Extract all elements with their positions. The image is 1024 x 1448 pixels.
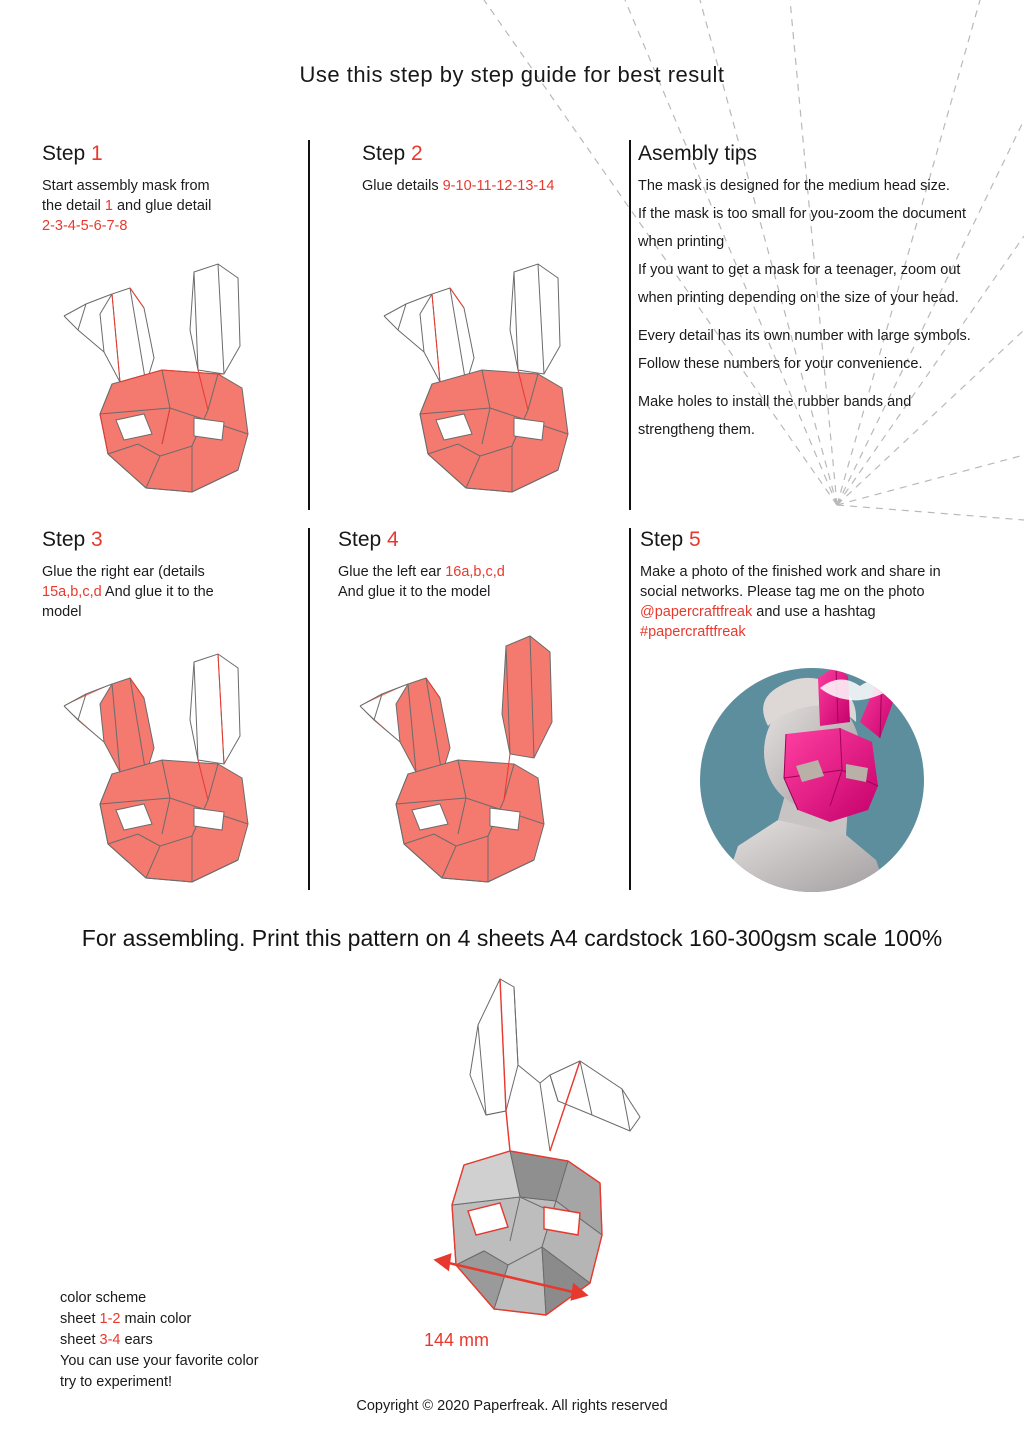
- column-divider-4: [629, 528, 631, 890]
- step-3-title: Step 3: [42, 528, 103, 551]
- step-2-illustration: [362, 248, 612, 510]
- step-3-text: Glue the right ear (details 15a,b,c,d And glue it to the model: [42, 564, 214, 620]
- step-4-block: [338, 528, 608, 602]
- assembly-tips-list: [638, 176, 998, 441]
- tip-line: Every detail has its own number with large symbols.: [638, 328, 971, 344]
- page-title: [0, 62, 1024, 88]
- page-title-text: Use this step by step guide for best result: [299, 62, 725, 87]
- tip-line: Follow these numbers for your convenience.: [638, 356, 923, 372]
- step-4-illustration: [348, 618, 598, 898]
- step-4-text: Glue the left ear 16a,b,c,d And glue it to the model: [338, 564, 505, 600]
- step-4-title: Step 4: [338, 528, 399, 551]
- tip-line: If you want to get a mask for a teenager, zoom out: [638, 262, 961, 278]
- color-scheme-row-3: You can use your favorite color: [60, 1353, 259, 1369]
- step-4-number: 4: [387, 528, 399, 551]
- assembly-tips-block: [638, 142, 998, 448]
- tip-line: when printing depending on the size of your head.: [638, 290, 959, 306]
- step-2-title: Step 2: [362, 142, 423, 165]
- hashtag: #papercraftfreak: [640, 624, 746, 640]
- color-scheme-row-2: sheet 3-4 ears: [60, 1332, 153, 1348]
- pattern-model-illustration: [390, 965, 680, 1385]
- step-1-title: Step 1: [42, 142, 103, 165]
- step-2-number: 2: [411, 142, 423, 165]
- column-divider-2: [629, 140, 631, 510]
- color-scheme-row-1: sheet 1-2 main color: [60, 1311, 192, 1327]
- finished-work-photo: [700, 660, 930, 900]
- color-scheme-block: [60, 1288, 259, 1393]
- instagram-handle: @papercraftfreak: [640, 604, 753, 620]
- color-scheme-heading: color scheme: [60, 1290, 147, 1306]
- step-2-text: Glue details 9-10-11-12-13-14: [362, 178, 555, 194]
- tip-line: The mask is designed for the medium head size.: [638, 178, 950, 194]
- step-3-illustration: [42, 628, 292, 898]
- tip-line: when printing: [638, 234, 725, 250]
- step-2-block: [362, 142, 612, 196]
- step-1-number: 1: [91, 142, 103, 165]
- copyright-text: Copyright © 2020 Paperfreak. All rights reserved: [356, 1398, 668, 1414]
- print-instructions: For assembling. Print this pattern on 4 sheets A4 cardstock 160-300gsm scale 100%: [81, 925, 943, 951]
- step-3-number: 3: [91, 528, 103, 551]
- assembly-tips-title: Asembly tips: [638, 142, 758, 165]
- dimension-label: 144 mm: [424, 1330, 490, 1350]
- color-scheme-row-4: try to experiment!: [60, 1374, 173, 1390]
- step-5-number: 5: [689, 528, 701, 551]
- step-1-block: [42, 142, 292, 236]
- column-divider-1: [308, 140, 310, 510]
- tip-line: If the mask is too small for you-zoom the document: [638, 206, 966, 222]
- step-1-illustration: [42, 248, 292, 510]
- step-1-text: Start assembly mask from the detail 1 and glue detail 2-3-4-5-6-7-8: [42, 178, 212, 234]
- tip-line: strengtheng them.: [638, 422, 755, 438]
- step-5-block: [640, 528, 980, 642]
- step-5-text: Make a photo of the finished work and share in social networks. Please tag me on the photo @papercraftfreak and use a hashtag #papercraftfreak: [640, 562, 980, 642]
- tip-line: Make holes to install the rubber bands and: [638, 394, 912, 410]
- column-divider-3: [308, 528, 310, 890]
- step-3-block: [42, 528, 292, 622]
- step-5-title: Step 5: [640, 528, 701, 551]
